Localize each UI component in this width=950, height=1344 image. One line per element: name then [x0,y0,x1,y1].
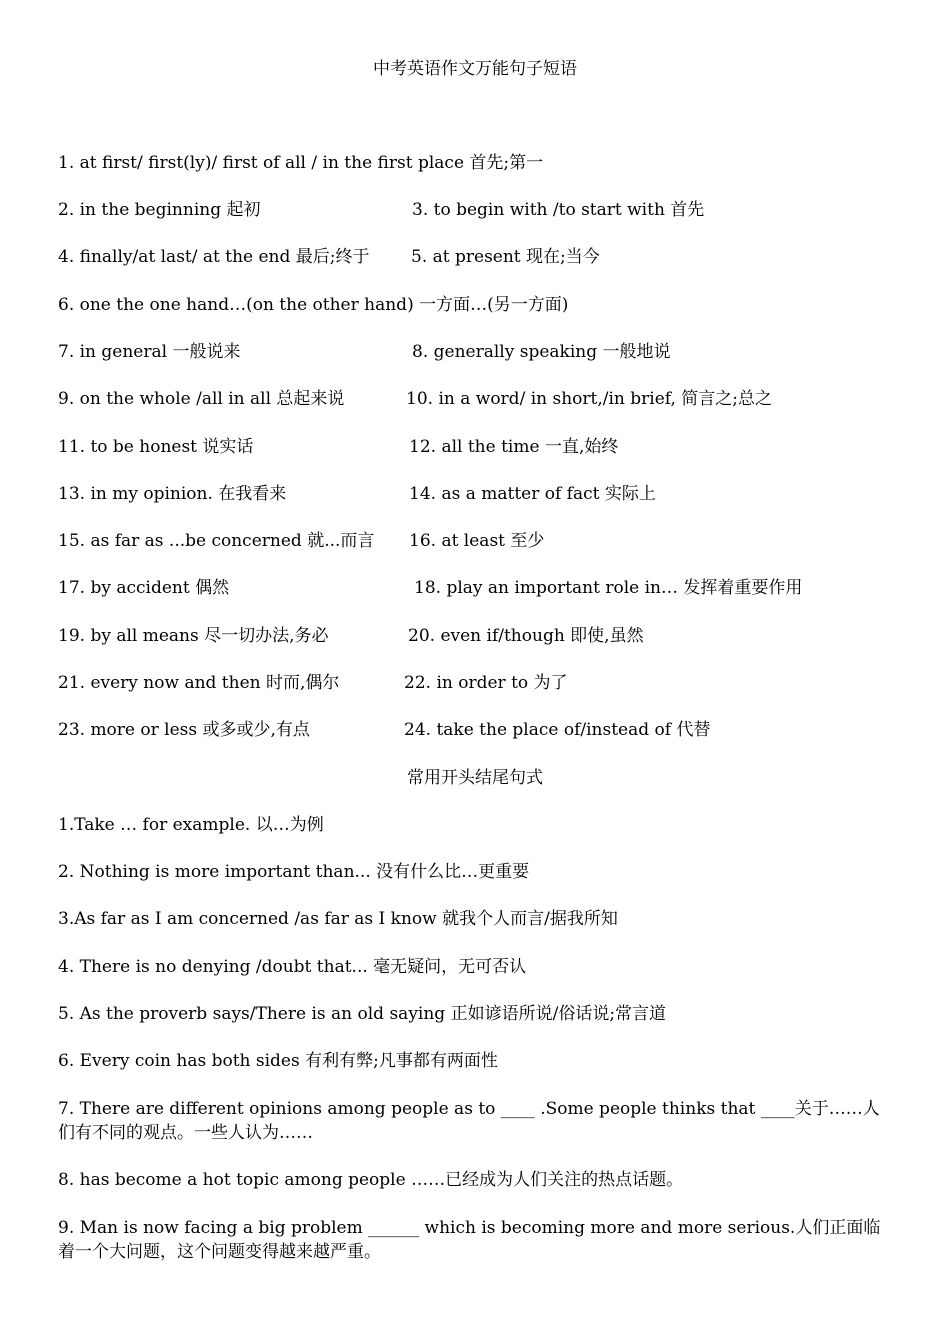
phrase-item-12: 12. all the time 一直,始终 [409,437,619,457]
phrase-item-15: 15. as far as ...be concerned 就...而言 [58,531,375,551]
phrase-row [58,436,898,458]
phrase-row [58,199,898,221]
page-title: 中考英语作文万能句子短语 [373,59,577,79]
phrase-item-7: 7. in general 一般说来 [58,342,241,362]
phrase-item-4: 4. finally/at last/ at the end 最后;终于 [58,247,370,267]
phrase-item-18: 18. play an important role in… 发挥着重要作用 [414,578,803,598]
phrase-item-22: 22. in order to 为了 [404,673,568,693]
phrase-item-1: 1. at first/ first(ly)/ first of all / in the first place 首先;第一 [58,153,544,173]
phrase-item-17: 17. by accident 偶然 [58,578,230,598]
phrase-row [58,530,898,552]
phrase-item-10: 10. in a word/ in short,/in brief, 简言之;总之 [406,389,772,409]
phrase-item-8: 8. generally speaking 一般地说 [412,342,671,362]
phrase-item-3: 3. to begin with /to start with 首先 [412,200,705,220]
sentence-item-9: 9. Man is now facing a big problem ______ which is becoming more and more serious.人们正面临着一个大问题，这个问题变得越来越严重。 [58,1218,881,1262]
sentence-item-1: 1.Take … for example. 以…为例 [58,815,324,835]
phrase-item-13: 13. in my opinion. 在我看来 [58,484,287,504]
sentence-item-2: 2. Nothing is more important than... 没有什么比…更重要 [58,862,530,882]
phrase-item-21: 21. every now and then 时而,偶尔 [58,673,340,693]
phrase-item-9: 9. on the whole /all in all 总起来说 [58,389,345,409]
sentence-item-5: 5. As the proverb says/There is an old saying 正如谚语所说/俗话说;常言道 [58,1004,667,1024]
phrase-item-5: 5. at present 现在;当今 [411,247,600,267]
phrase-row [58,483,898,505]
phrase-row [58,719,898,741]
sentence-item-8: 8. has become a hot topic among people ……已经成为人们关注的热点话题。 [58,1170,684,1190]
phrase-item-11: 11. to be honest 说实话 [58,437,254,457]
section-title: 常用开头结尾句式 [407,768,543,788]
phrase-row [58,341,898,363]
phrase-item-16: 16. at least 至少 [409,531,545,551]
phrase-item-23: 23. more or less 或多或少,有点 [58,720,310,740]
sentence-item-3: 3.As far as I am concerned /as far as I know 就我个人而言/据我所知 [58,909,618,929]
phrase-item-2: 2. in the beginning 起初 [58,200,261,220]
phrase-row [58,672,898,694]
phrase-item-14: 14. as a matter of fact 实际上 [409,484,656,504]
sentence-item-7: 7. There are different opinions among people as to ____ .Some people thinks that ____关于……人们有不同的观点。一些人认为…… [58,1099,880,1143]
phrase-item-24: 24. take the place of/instead of 代替 [404,720,711,740]
sentence-item-4: 4. There is no denying /doubt that... 毫无疑问，无可否认 [58,957,527,977]
phrase-item-6: 6. one the one hand…(on the other hand) 一方面…(另一方面) [58,295,569,315]
phrase-item-19: 19. by all means 尽一切办法,务必 [58,626,329,646]
phrase-row [58,246,898,268]
phrase-row [58,625,898,647]
sentence-item-6: 6. Every coin has both sides 有利有弊;凡事都有两面性 [58,1051,498,1071]
phrase-row [58,577,898,599]
phrase-item-20: 20. even if/though 即使,虽然 [408,626,644,646]
phrase-row [58,388,898,410]
